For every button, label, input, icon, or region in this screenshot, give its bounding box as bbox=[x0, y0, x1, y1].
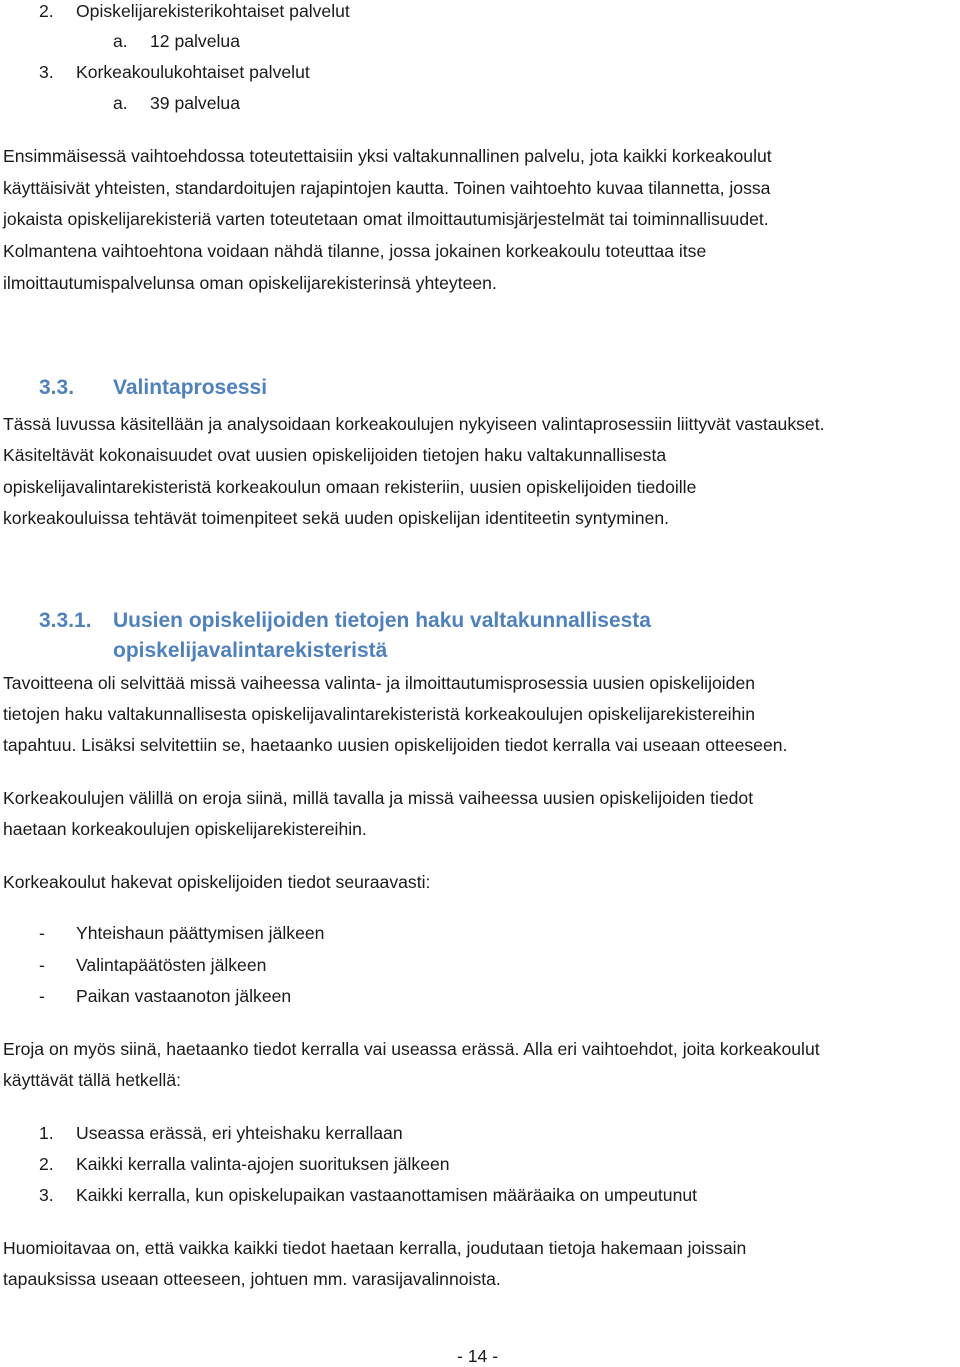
list-marker: 1. bbox=[39, 1123, 54, 1143]
list-item: Paikan vastaanoton jälkeen bbox=[76, 986, 292, 1006]
paragraph-line: Korkeakoulujen välillä on eroja siinä, millä tavalla ja missä vaiheessa uusien opiskelijoiden tiedot bbox=[3, 788, 754, 808]
list-marker: - bbox=[39, 955, 45, 975]
list-marker: - bbox=[39, 923, 45, 943]
paragraph-line: Korkeakoulut hakevat opiskelijoiden tiedot seuraavasti: bbox=[3, 872, 431, 892]
list-item: Kaikki kerralla valinta-ajojen suorituksen jälkeen bbox=[76, 1154, 450, 1174]
paragraph-line: jokaista opiskelijarekisteriä varten toteutetaan omat ilmoittautumisjärjestelmät tai toiminnallisuudet. bbox=[3, 209, 769, 229]
paragraph-line: haetaan korkeakoulujen opiskelijarekistereihin. bbox=[3, 819, 367, 839]
list-item: Korkeakoulukohtaiset palvelut bbox=[76, 62, 310, 82]
list-item: Yhteishaun päättymisen jälkeen bbox=[76, 923, 325, 943]
paragraph-line: käyttävät tällä hetkellä: bbox=[3, 1070, 181, 1090]
list-marker: 3. bbox=[39, 1185, 54, 1205]
section-title: Uusien opiskelijoiden tietojen haku valtakunnallisesta bbox=[113, 609, 651, 632]
section-title: Valintaprosessi bbox=[113, 376, 268, 399]
list-marker: a. bbox=[113, 31, 128, 51]
paragraph-line: Huomioitavaa on, että vaikka kaikki tiedot haetaan kerralla, joudutaan tietoja hakemaan joissain bbox=[3, 1238, 747, 1258]
paragraph-line: tietojen haku valtakunnallisesta opiskelijavalintarekisteristä korkeakoulujen opiskelijarekistereihin bbox=[3, 704, 756, 724]
list-item: Kaikki kerralla, kun opiskelupaikan vastaanottamisen määräaika on umpeutunut bbox=[76, 1185, 698, 1205]
paragraph-line: Käsiteltävät kokonaisuudet ovat uusien opiskelijoiden tietojen haku valtakunnallisesta bbox=[3, 445, 667, 465]
paragraph-line: Kolmantena vaihtoehtona voidaan nähdä tilanne, jossa jokainen korkeakoulu toteuttaa itse bbox=[3, 241, 707, 261]
paragraph-line: tapahtuu. Lisäksi selvitettiin se, haetaanko uusien opiskelijoiden tiedot kerralla vai useaan otteeseen. bbox=[3, 735, 788, 755]
list-item: 12 palvelua bbox=[150, 31, 240, 51]
list-marker: 2. bbox=[39, 1154, 54, 1174]
paragraph-line: opiskelijavalintarekisteristä korkeakoulun omaan rekisteriin, uusien opiskelijoiden tiedoille bbox=[3, 477, 697, 497]
paragraph-line: tapauksissa useaan otteeseen, johtuen mm. varasijavalinnoista. bbox=[3, 1269, 501, 1289]
paragraph-line: Ensimmäisessä vaihtoehdossa toteutettaisiin yksi valtakunnallinen palvelu, jota kaikki korkeakoulut bbox=[3, 146, 772, 166]
list-item: Opiskelijarekisterikohtaiset palvelut bbox=[76, 1, 350, 21]
paragraph-line: Tässä luvussa käsitellään ja analysoidaan korkeakoulujen nykyiseen valintaprosessiin liittyvät vastaukset. bbox=[3, 414, 825, 434]
paragraph-line: käyttäisivät yhteisten, standardoitujen rajapintojen kautta. Toinen vaihtoehto kuvaa tilannetta, jossa bbox=[3, 178, 771, 198]
list-item: Valintapäätösten jälkeen bbox=[76, 955, 267, 975]
page-number: - 14 - bbox=[457, 1346, 499, 1366]
list-marker: 3. bbox=[39, 62, 54, 82]
paragraph-line: ilmoittautumispalvelunsa oman opiskelijarekisterinsä yhteyteen. bbox=[3, 273, 497, 293]
section-number: 3.3.1. bbox=[39, 609, 92, 632]
section-number: 3.3. bbox=[39, 376, 75, 399]
list-marker: a. bbox=[113, 93, 128, 113]
paragraph-line: Tavoitteena oli selvittää missä vaiheessa valinta- ja ilmoittautumisprosessia uusien opiskelijoiden bbox=[3, 673, 756, 693]
paragraph-line: korkeakouluissa tehtävät toimenpiteet sekä uuden opiskelijan identiteetin syntyminen. bbox=[3, 508, 670, 528]
list-marker: - bbox=[39, 986, 45, 1006]
section-title-continued: opiskelijavalintarekisteristä bbox=[113, 639, 388, 662]
list-item: 39 palvelua bbox=[150, 93, 240, 113]
list-marker: 2. bbox=[39, 1, 54, 21]
list-item: Useassa erässä, eri yhteishaku kerrallaan bbox=[76, 1123, 403, 1143]
paragraph-line: Eroja on myös siinä, haetaanko tiedot kerralla vai useassa erässä. Alla eri vaihtoehdot, joita korkeakoulut bbox=[3, 1039, 820, 1059]
